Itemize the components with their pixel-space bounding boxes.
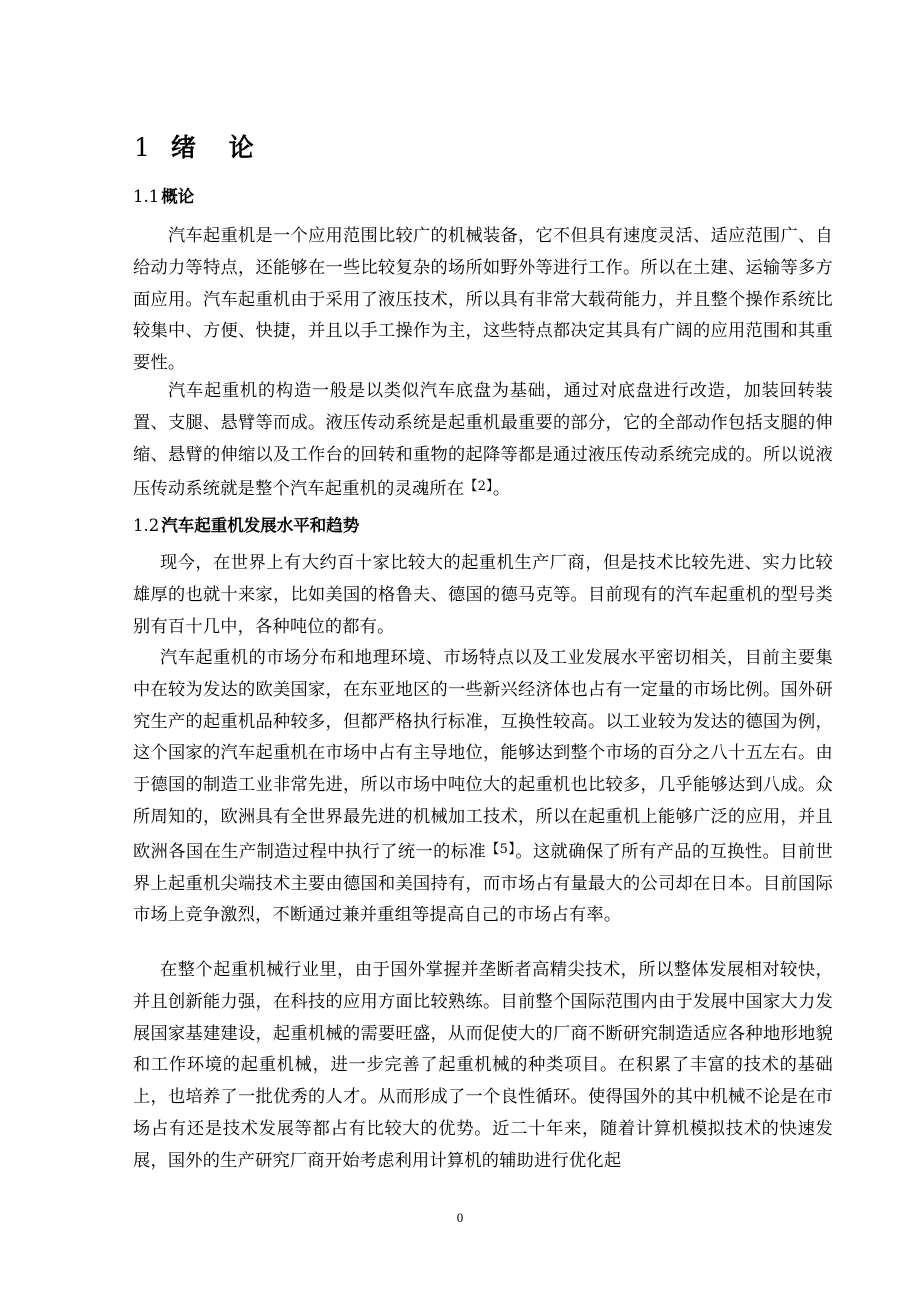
section-title-text: 汽车起重机发展水平和趋势 [161,516,360,535]
paragraph-text: 汽车起重机是一个应用范围比较广的机械装备，它不但具有速度灵活、适应范围广、自给动力等特点，还能够在一些比较复杂的场所如野外等进行工作。所以在土建、运输等多方面应用。汽车起重机由于采用了液压技术，所以具有非常大载荷能力，并且整个操作系统比较集中、方便、快捷，并且以手工操作为主，这些特点都决定其具有广阔的应用范围和其重要性。 [133,226,833,374]
chapter-number: 1 [134,133,151,162]
paragraph [133,955,833,1178]
paragraph-text: 汽车起重机的市场分布和地理环境、市场特点以及工业发展水平密切相关，目前主要集中在较为发达的欧美国家，在东亚地区的一些新兴经济体也占有一定量的市场比例。国外研究生产的起重机品种较多，但都严格执行标准，互换性较高。以工业较为发达的德国为例，这个国家的汽车起重机在市场中占有主导地位，能够达到整个市场的百分之八十五左右。由于德国的制造工业非常先进，所以市场中吨位大的起重机也比较多，几乎能够达到八成。众所周知的，欧洲具有全世界最先进的机械加工技术，所以在起重机上能够广泛的应用，并且欧洲各国在生产制造过程中执行了统一的标准 [133,648,833,862]
chapter-title-text: 绪 论 [170,133,266,162]
paragraph [133,376,833,506]
paragraph [133,221,833,380]
section-title-text: 概论 [161,187,195,206]
paragraph [133,548,833,643]
chapter-heading [134,128,266,164]
paragraph-tail: 。 [492,479,511,500]
paragraph-tail: 。这就确保了所有产品的互换性。目前世界上起重机尖端技术主要由德国和美国持有，而市场占有量最大的公司却在日本。目前国际市场上竞争激烈，不断通过兼并重组等提高自己的市场占有率。 [133,841,833,926]
citation-marker: 【5】 [486,841,516,857]
section-heading-1-1 [133,183,194,207]
section-heading-1-2 [133,512,359,536]
paragraph-text: 现今，在世界上有大约百十家比较大的起重机生产厂商，但是技术比较先进、实力比较雄厚的也就十来家，比如美国的格鲁夫、德国的德马克等。目前现有的汽车起重机的型号类别有百十几中，各种吨位的都有。 [133,553,833,637]
section-number: 1.2 [133,516,160,535]
paragraph [133,643,833,932]
citation-marker: 【2】 [464,479,493,495]
page-number: 0 [456,1210,464,1225]
section-number: 1.1 [133,187,160,206]
paragraph-text: 在整个起重机械行业里，由于国外掌握并垄断者高精尖技术，所以整体发展相对较快，并且创新能力强，在科技的应用方面比较熟练。目前整个国际范围内由于发展中国家大力发展国家基建建设，起重机械的需要旺盛，从而促使大的厂商不断研究制造适应各种地形地貌和工作环境的起重机械，进一步完善了起重机械的种类项目。在积累了丰富的技术的基础上，也培养了一批优秀的人才。从而形成了一个良性循环。使得国外的其中机械不论是在市场占有还是技术发展等都占有比较大的优势。近二十年来，随着计算机模拟技术的快速发展，国外的生产研究厂商开始考虑利用计算机的辅助进行优化起 [133,960,833,1171]
paragraph-text: 汽车起重机的构造一般是以类似汽车底盘为基础，通过对底盘进行改造，加装回转装置、支腿、悬臂等而成。液压传动系统是起重机最重要的部分，它的全部动作包括支腿的伸缩、悬臂的伸缩以及工作台的回转和重物的起降等都是通过液压传动系统完成的。所以说液压传动系统就是整个汽车起重机的灵魂所在 [133,381,833,500]
